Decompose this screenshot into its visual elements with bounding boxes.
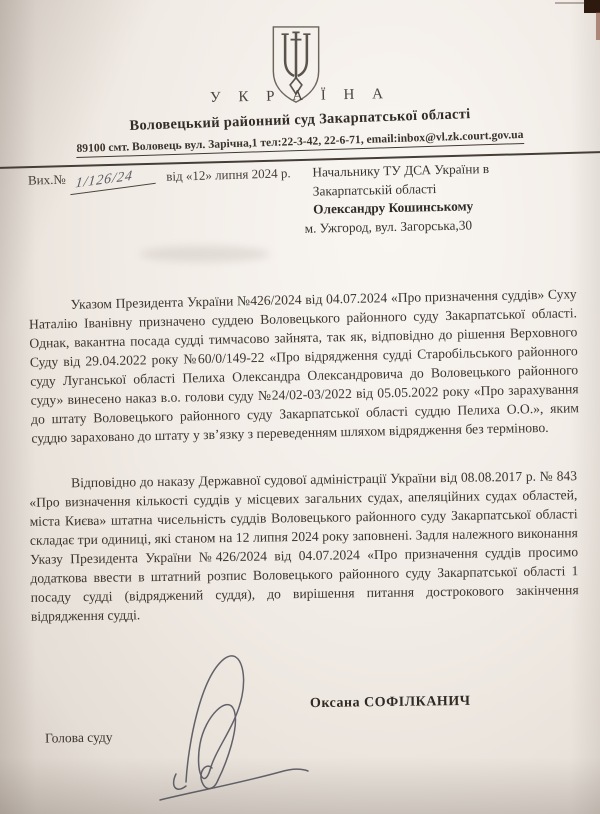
body-paragraph-1: Указом Президента України №426/2024 від 04.07.2024 «Про призначення суддів» Суху Наталію Іванівну призначено суддею Воловецького районного суду Закарпатської області. Однак, вакантна посада судді тимчасово зайнята, так як, відповідно до рішення Верховного Суду від 29.04.2022 року №60/0/149-22 «Про відрядження судді Старобільського районного суду Луганської області Пелиха Олександра Олександровича до Воловецького районного суду» винесено наказ в.о. голови суду №24/02-03/2022 від 05.05.2022 року «Про зарахування до штату Воловецького районного суду Закарпатської області суддю Пелиха О.О.», яким суддю зараховано до штату у зв’язку з переведенням шляхом відрядження без терміново. [28, 286, 580, 446]
country-title: У К Р А Ї Н А [209, 86, 391, 106]
body-paragraph-2: Відповідно до наказу Державної судової адміністрації України від 08.08.2017 р. № 843 «Про визначення кількості суддів у місцевих загальних судах, апеляційних судах областей, міста Києва» штатна чисельність суддів Воловецького районного суду Закарпатської області складає три одиниці, які станом на 12 липня 2024 року заповнені. Задля належного виконання Указу Президента України №426/2024 від 04.07.2024 «Про призначення суддів просимо додаткова ввести в штатний розпис Воловецького районного суду Закарпатської області 1 посаду судді (відряджений суддя), до вирішення питання дострокового закінчення відрядження судді. [29, 468, 579, 624]
paper-smudge [140, 246, 270, 262]
addressee-line2: Закарпатській області [312, 180, 437, 199]
photo-edge-line [555, 2, 585, 4]
addressee-name: Олександру Кошинському [313, 198, 474, 217]
outgoing-ref-date: від «12» липня 2024 р. [166, 165, 291, 184]
handwritten-signature-icon [148, 650, 313, 808]
outgoing-ref-prefix: Вих.№ [27, 171, 66, 188]
signer-title: Голова суду [44, 729, 113, 746]
photo-edge-artifact [596, 12, 600, 40]
outgoing-reference-row [28, 165, 291, 191]
addressee-block [304, 158, 568, 237]
addressee-address: м. Ужгород, вул. Загорська,30 [304, 216, 473, 236]
outgoing-ref-number-handwritten: 1/126/24 [70, 165, 157, 195]
addressee-line1: Начальнику ТУ ДСА України в [312, 160, 490, 180]
court-name: Воловецький районний суд Закарпатської області [129, 106, 471, 134]
signer-name: Оксана СОФІЛКАНИЧ [309, 693, 471, 712]
court-address: 89100 смт. Воловець вул. Зарічна,1 тел:22-3-42, 22-6-71, email:inbox@vl.zk.court.gov.ua [76, 128, 523, 158]
